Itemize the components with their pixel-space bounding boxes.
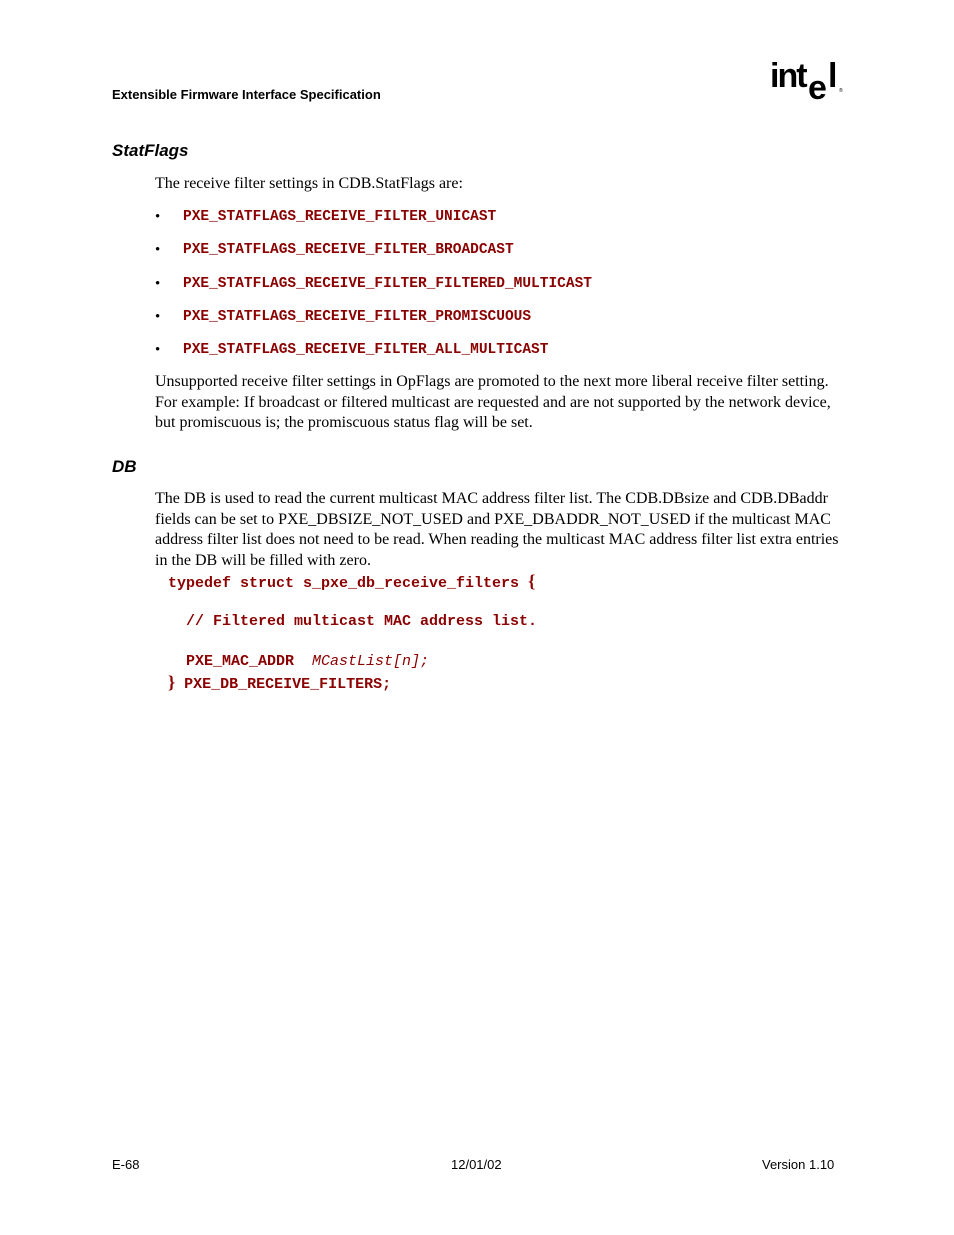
statflags-note: Unsupported receive filter settings in OpFlags are promoted to the next more liberal receive filter setting. For example: If broadcast or filtered multicast are requested and are not supported by the network device, but promiscuous is; the promiscuous status flag will be set. [155,373,831,431]
footer-date: 12/01/02 [451,1157,502,1172]
svg-text:int: int [770,58,806,95]
bullet-icon: • [155,209,161,225]
code-blank-line [168,632,537,652]
bullet-icon: • [155,275,161,292]
statflag-constant: PXE_STATFLAGS_RECEIVE_FILTER_FILTERED_MULTICAST [183,275,592,292]
list-item [155,340,592,373]
section-heading-statflags: StatFlags [112,141,189,160]
code-line [168,672,537,692]
svg-text:l: l [828,58,838,95]
code-close-brace: } [168,672,176,693]
bullet-icon: • [155,242,161,259]
document-header-title: Extensible Firmware Interface Specification [112,87,381,102]
statflag-constant: PXE_STATFLAGS_RECEIVE_FILTER_PROMISCUOUS [183,308,532,325]
code-typedef-name: PXE_DB_RECEIVE_FILTERS; [175,676,392,694]
statflag-constant: PXE_STATFLAGS_RECEIVE_FILTER_ALL_MULTICAST [183,342,549,358]
code-typedef: typedef struct s_pxe_db_receive_filters [168,575,529,592]
list-item [155,207,592,240]
bullet-icon: • [155,308,161,325]
intel-logo [770,58,846,104]
code-line [168,652,537,672]
code-line [168,612,537,632]
statflag-constant: PXE_STATFLAGS_RECEIVE_FILTER_UNICAST [183,209,497,225]
code-field-type: PXE_MAC_ADDR [168,653,313,671]
list-item [155,307,592,340]
code-line [168,571,537,591]
footer-version: Version 1.10 [762,1157,835,1172]
statflags-intro: The receive filter settings in CDB.StatFlags are: [155,175,463,192]
code-field-name: MCastList[n]; [312,653,430,671]
code-comment: // Filtered multicast MAC address list. [168,612,538,630]
statflag-constant: PXE_STATFLAGS_RECEIVE_FILTER_BROADCAST [183,242,514,259]
list-item [155,274,592,307]
code-block [168,571,537,693]
code-open-brace: { [528,571,536,591]
db-paragraph: The DB is used to read the current multicast MAC address filter list. The CDB.DBsize and CDB.DBaddr fields can be set to PXE_DBSIZE_NOT_USED and PXE_DBADDR_NOT_USED if the multicast MAC address filter list does not need to be read. When reading the multicast MAC address filter list extra entries in the DB will be filled with zero. [155,490,839,569]
bullet-icon: • [155,342,161,358]
code-blank-line [168,591,537,611]
svg-text:e: e [808,69,827,104]
section-heading-db: DB [112,457,137,476]
statflags-list [155,207,592,373]
list-item [155,240,592,273]
svg-text:®: ® [839,88,843,94]
footer-page-number: E-68 [112,1157,140,1172]
